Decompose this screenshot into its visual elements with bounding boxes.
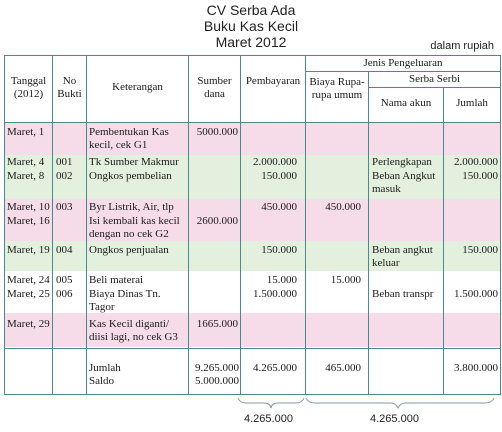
row-bukti: 004 <box>56 244 73 256</box>
total-sumber-jumlah: 9.265.000 <box>195 362 239 374</box>
header-keterangan: Keterangan <box>112 81 163 93</box>
row-tanggal: Maret, 16 <box>7 215 50 227</box>
period-title: Maret 2012 <box>215 34 287 50</box>
row-tanggal: Maret, 4 <box>7 156 45 168</box>
header-serba-serbi: Serba Serbi <box>408 73 460 85</box>
row-tanggal: Maret, 25 <box>7 288 50 300</box>
total-jumlah-label: Jumlah <box>89 362 121 374</box>
row-jumlah: 1.500.000 <box>454 288 498 300</box>
row-tanggal: Maret, 19 <box>7 244 50 256</box>
row-pembayaran: 150.000 <box>261 170 297 182</box>
row-bukti: 003 <box>56 201 73 213</box>
total-saldo-label: Saldo <box>89 375 115 387</box>
row-pembayaran: 2.000.000 <box>253 156 297 168</box>
row-biaya-rupa: 15.000 <box>330 274 361 286</box>
row-jumlah: 2.000.000 <box>454 156 498 168</box>
bracket-total-left: 4.265.000 <box>244 413 293 425</box>
header-no-bukti: No Bukti <box>57 75 82 100</box>
row-keterangan-cont: dengan no cek G2 <box>89 228 169 240</box>
row-keterangan: Kas Kecil diganti/ <box>89 318 170 330</box>
row-pembayaran: 450.000 <box>261 201 297 213</box>
row-tanggal: Maret, 29 <box>7 318 50 330</box>
bracket-total-right: 4.265.000 <box>370 413 419 425</box>
row-nama-akun-cont: keluar <box>372 257 400 269</box>
row-bukti: 001 <box>56 156 73 168</box>
row-keterangan: Biaya Dinas Tn. <box>89 288 161 300</box>
document-title: Buku Kas Kecil <box>203 18 299 34</box>
total-pembayaran: 4.265.000 <box>253 362 297 374</box>
row-keterangan: Beli materai <box>89 274 144 286</box>
row-jumlah: 150.000 <box>462 244 498 256</box>
row-nama-akun: Beban transpr <box>372 288 434 300</box>
header-jumlah: Jumlah <box>456 97 488 109</box>
row-keterangan-cont: diisi lagi, no cek G3 <box>89 331 178 343</box>
row-keterangan: Tk Sumber Makmur <box>89 156 179 168</box>
row-tanggal: Maret, 24 <box>7 274 50 286</box>
row-sumber-dana: 1665.000 <box>196 318 238 330</box>
row-keterangan-cont: kecil, cek G1 <box>89 139 148 151</box>
header-pembayaran: Pembayaran <box>245 75 301 87</box>
row-keterangan: Byr Listrik, Air, tlp <box>89 201 174 213</box>
header-jenis-pengeluaran: Jenis Pengeluaran <box>363 57 443 69</box>
row-nama-akun: Beban Angkut <box>372 170 436 182</box>
row-keterangan: Ongkos penjualan <box>89 244 169 256</box>
row-nama-akun: Beban angkut <box>372 244 433 256</box>
row-nama-akun-cont: masuk <box>372 183 401 195</box>
row-biaya-rupa: 450.000 <box>325 201 361 213</box>
left-bracket <box>238 398 304 408</box>
row-pembayaran: 1.500.000 <box>253 288 297 300</box>
row-nama-akun: Perlengkapan <box>372 156 432 168</box>
total-biaya-rupa: 465.000 <box>325 362 361 374</box>
row-tanggal: Maret, 1 <box>7 126 45 138</box>
row-pembayaran: 15.000 <box>266 274 297 286</box>
header-tanggal: Tanggal (2012) <box>10 75 47 100</box>
row-keterangan-cont: Tagor <box>89 301 115 313</box>
header-nama-akun: Nama akun <box>380 97 432 109</box>
right-bracket <box>306 398 494 408</box>
header-sumber-dana: Sumber dana <box>197 75 232 100</box>
company-name: CV Serba Ada <box>206 2 296 18</box>
row-keterangan: Ongkos pembelian <box>89 170 172 182</box>
row-sumber-dana: 5000.000 <box>196 126 238 138</box>
row-bukti: 006 <box>56 288 73 300</box>
header-biaya-rupa-rupa: Biaya Rupa-rupa umum <box>309 76 365 101</box>
row-keterangan: Pembentukan Kas <box>89 126 169 138</box>
row-bukti: 005 <box>56 274 73 286</box>
row-tanggal: Maret, 10 <box>7 201 50 213</box>
row-bukti: 002 <box>56 170 73 182</box>
row-jumlah: 150.000 <box>462 170 498 182</box>
row-keterangan: Isi kembali kas kecil <box>89 215 180 227</box>
total-jumlah: 3.800.000 <box>454 362 498 374</box>
row-pembayaran: 150.000 <box>261 244 297 256</box>
total-sumber-saldo: 5.000.000 <box>195 375 239 387</box>
currency-unit-note: dalam rupiah <box>430 40 494 52</box>
row-tanggal: Maret, 8 <box>7 170 45 182</box>
row-sumber-dana: 2600.000 <box>196 215 238 227</box>
